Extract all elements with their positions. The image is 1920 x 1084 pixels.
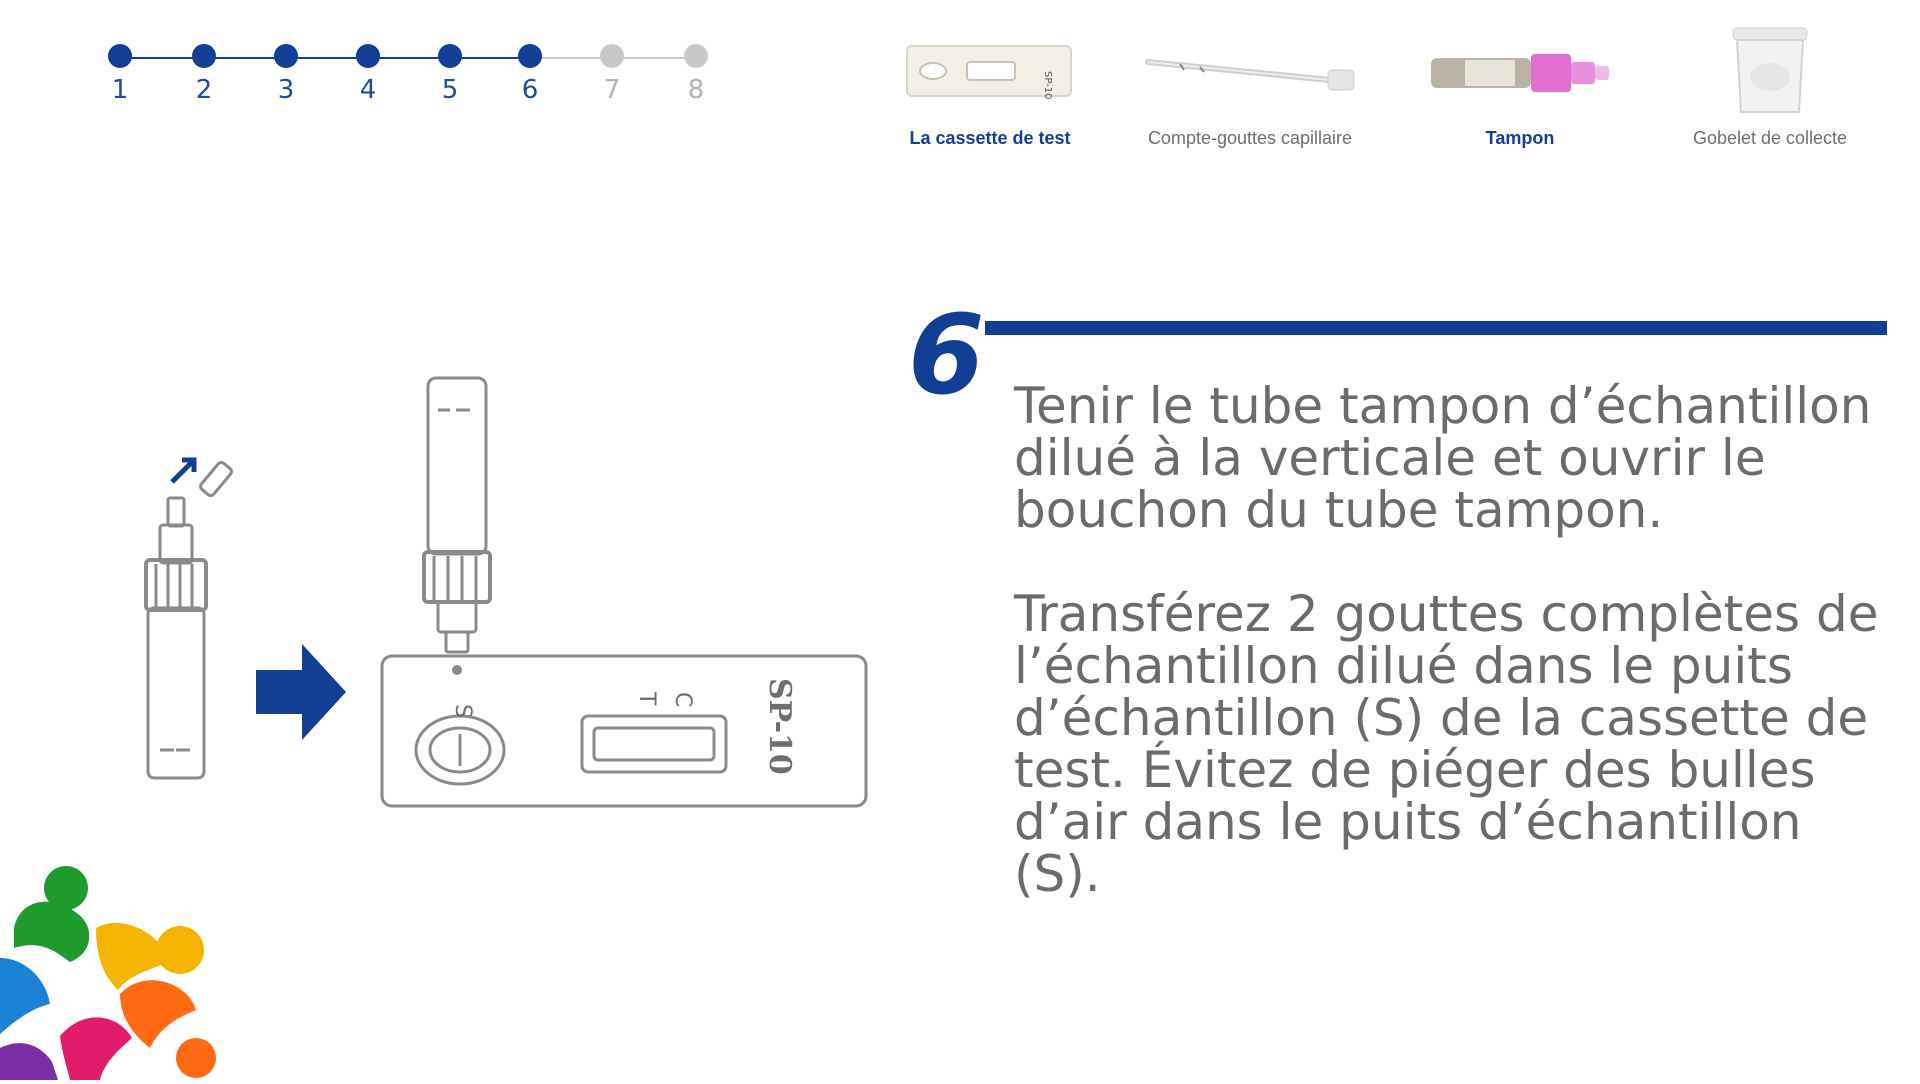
- transfer-drops-illustration: [120, 370, 880, 810]
- step-7[interactable]: [598, 44, 626, 104]
- instruction-paragraph-2: Transférez 2 gouttes complètes de l’échantillon dilué dans le puits d’échantillon (S) de la cassette de test. Évitez de piéger des bulles d’air dans le puits d’échantillon (S).: [1014, 585, 1879, 903]
- step-8[interactable]: [682, 44, 710, 104]
- control-line-label: C: [670, 692, 695, 708]
- step-number-label: 5: [441, 75, 459, 105]
- brand-logo: [0, 858, 220, 1080]
- step-4[interactable]: [354, 44, 382, 104]
- capillary-dropper-icon: [1140, 40, 1360, 100]
- open-cap-arrow: [172, 460, 194, 482]
- step-number-heading: 6: [908, 291, 985, 419]
- step-number-label: 1: [111, 75, 129, 105]
- buffer-tube-vertical: [428, 378, 486, 554]
- material-label: Tampon: [1485, 128, 1555, 148]
- sample-well-label: S: [450, 704, 475, 718]
- step-number-label: 3: [277, 75, 295, 105]
- progress-stepper: [108, 44, 728, 114]
- step-5[interactable]: [436, 44, 464, 104]
- stepper-line-done: [120, 57, 528, 59]
- materials-list: [890, 20, 1890, 150]
- step-number-label: 2: [195, 75, 213, 105]
- step-dot: [192, 44, 216, 68]
- step-divider: [985, 321, 1887, 335]
- material-label: La cassette de test: [909, 128, 1071, 148]
- material-collection-cup: [1670, 20, 1870, 149]
- sample-drop: [452, 665, 462, 675]
- step-dot: [684, 44, 708, 68]
- step-number-label: 6: [521, 75, 539, 105]
- material-label: Gobelet de collecte: [1692, 128, 1848, 148]
- step-dot: [518, 44, 542, 68]
- step-dot: [600, 44, 624, 68]
- instruction-paragraph-1: Tenir le tube tampon d’échantillon dilué à la verticale et ouvrir le bouchon du tube tampon.: [1014, 377, 1872, 539]
- material-test-cassette: [890, 20, 1090, 149]
- result-window: [582, 716, 726, 772]
- step-6[interactable]: [516, 44, 544, 104]
- step-number-label: 7: [603, 75, 621, 105]
- people-circle-logo-icon: [0, 858, 220, 1080]
- step-dot: [438, 44, 462, 68]
- material-capillary-dropper: [1120, 20, 1380, 149]
- buffer-tube-icon: [1425, 40, 1615, 100]
- material-label: Compte-gouttes capillaire: [1147, 128, 1353, 148]
- procedure-illustration: [120, 370, 880, 810]
- step-dot: [108, 44, 132, 68]
- instruction-text: [1014, 377, 1904, 952]
- step-dot: [356, 44, 380, 68]
- buffer-tube-body: [148, 608, 204, 778]
- test-cassette-icon: [905, 40, 1075, 100]
- svg-text:SP-10: SP-10: [1042, 71, 1053, 100]
- transfer-arrow: [256, 644, 346, 740]
- step-3[interactable]: [272, 44, 300, 104]
- cassette-model-label: SP-10: [762, 678, 797, 775]
- step-dot: [274, 44, 298, 68]
- collection-cup-icon: [1725, 22, 1815, 118]
- test-line-label: T: [634, 692, 659, 706]
- step-number-label: 8: [687, 75, 705, 105]
- step-1[interactable]: [106, 44, 134, 104]
- step-number-label: 4: [359, 75, 377, 105]
- step-2[interactable]: [190, 44, 218, 104]
- removed-cap: [199, 461, 233, 497]
- material-buffer-tube: [1420, 20, 1620, 149]
